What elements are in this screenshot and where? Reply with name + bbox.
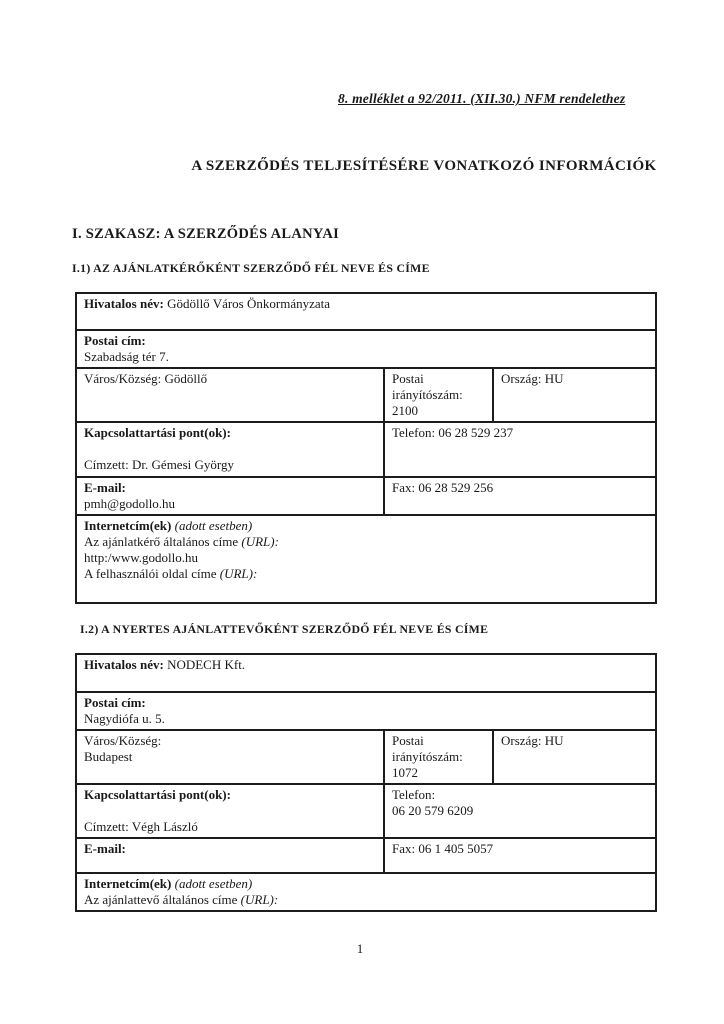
city-label: Város/Község: — [84, 733, 162, 748]
contact-points-cell — [76, 422, 384, 477]
phone-cell — [384, 784, 656, 838]
phone-cell — [384, 422, 656, 477]
general-url-value: http:/www.godollo.hu — [84, 550, 198, 565]
table-row — [76, 654, 656, 692]
postal-address-value: Szabadság tér 7. — [84, 349, 169, 364]
postal-code-cell — [384, 730, 493, 784]
fax-cell — [384, 838, 656, 873]
postal-code-value: 2100 — [392, 403, 418, 418]
phone-label: Telefon: — [392, 787, 436, 802]
country-cell — [493, 730, 656, 784]
user-url-label: A felhasználói oldal címe — [84, 566, 217, 581]
table-row — [76, 838, 656, 873]
contracting-authority-table — [75, 292, 657, 604]
email-cell — [76, 838, 384, 873]
internet-note: (adott esetben) — [174, 518, 253, 533]
internet-address-cell — [76, 873, 656, 911]
general-url-label: Az ajánlattevő általános címe — [84, 892, 238, 907]
postal-code-value: 1072 — [392, 765, 418, 780]
section-1-heading: I. SZAKASZ: A SZERZŐDÉS ALANYAI — [72, 226, 340, 242]
table-row — [76, 368, 656, 422]
fax-value: 06 1 405 5057 — [418, 841, 494, 856]
official-name-cell — [76, 654, 656, 692]
winning-tenderer-table — [75, 653, 657, 912]
official-name-value: Gödöllő Város Önkormányzata — [167, 296, 331, 311]
email-cell — [76, 477, 384, 515]
official-name-label: Hivatalos név: — [84, 296, 164, 311]
city-cell — [76, 730, 384, 784]
blank-line — [84, 441, 376, 457]
postal-address-value: Nagydiófa u. 5. — [84, 711, 165, 726]
country-value: HU — [544, 733, 564, 748]
table-row — [76, 515, 656, 603]
phone-value: 06 28 529 237 — [438, 425, 514, 440]
attn-label: Címzett: — [84, 819, 129, 834]
internet-address-cell — [76, 515, 656, 603]
fax-cell — [384, 477, 656, 515]
city-cell — [76, 368, 384, 422]
attn-value: Végh László — [131, 819, 198, 834]
table-row — [76, 330, 656, 368]
country-label: Ország: — [501, 733, 542, 748]
table-row — [76, 784, 656, 838]
subsection-i1-heading: I.1) AZ AJÁNLATKÉRŐKÉNT SZERZŐDŐ FÉL NEVE ÉS CÍME — [72, 261, 430, 275]
internet-label: Internetcím(ek) — [84, 876, 172, 891]
internet-label: Internetcím(ek) — [84, 518, 172, 533]
attn-label: Címzett: — [84, 457, 129, 472]
table-row — [76, 692, 656, 730]
official-name-value: NODECH Kft. — [167, 657, 246, 672]
postal-code-label: Postai irányítószám: — [392, 733, 463, 764]
url-suffix: (URL): — [240, 892, 279, 907]
postal-address-label: Postai cím: — [84, 695, 146, 710]
table-row — [76, 873, 656, 911]
blank-line — [84, 803, 376, 819]
postal-address-cell — [76, 692, 656, 730]
table-row — [76, 293, 656, 330]
contact-points-label: Kapcsolattartási pont(ok): — [84, 787, 231, 802]
table-row — [76, 422, 656, 477]
phone-label: Telefon: — [392, 425, 436, 440]
general-url-label: Az ajánlatkérő általános címe — [84, 534, 239, 549]
city-label: Város/Község: — [84, 371, 162, 386]
city-value: Gödöllő — [164, 371, 208, 386]
postal-code-label: Postai irányítószám: — [392, 371, 463, 402]
fax-value: 06 28 529 256 — [418, 480, 494, 495]
city-value: Budapest — [84, 749, 133, 764]
email-value: pmh@godollo.hu — [84, 496, 176, 511]
country-label: Ország: — [501, 371, 542, 386]
attn-value: Dr. Gémesi György — [132, 457, 234, 472]
email-label: E-mail: — [84, 841, 126, 856]
contact-points-label: Kapcsolattartási pont(ok): — [84, 425, 231, 440]
country-cell — [493, 368, 656, 422]
page-number: 1 — [356, 941, 364, 956]
contact-points-cell — [76, 784, 384, 838]
official-name-cell — [76, 293, 656, 330]
internet-note: (adott esetben) — [174, 876, 253, 891]
postal-address-label: Postai cím: — [84, 333, 146, 348]
table-row — [76, 730, 656, 784]
document-title: A SZERZŐDÉS TELJESÍTÉSÉRE VONATKOZÓ INFORMÁCIÓK — [191, 158, 657, 174]
fax-label: Fax: — [392, 841, 416, 856]
postal-address-cell — [76, 330, 656, 368]
url-suffix: (URL): — [241, 534, 279, 549]
official-name-label: Hivatalos név: — [84, 657, 164, 672]
country-value: HU — [544, 371, 564, 386]
subsection-i2-heading: I.2) A NYERTES AJÁNLATTEVŐKÉNT SZERZŐDŐ FÉL NEVE ÉS CÍME — [80, 622, 489, 636]
fax-label: Fax: — [392, 480, 416, 495]
postal-code-cell — [384, 368, 493, 422]
url-suffix: (URL): — [219, 566, 258, 581]
table-row — [76, 477, 656, 515]
annex-reference-note: 8. melléklet a 92/2011. (XII.30.) NFM rendelethez — [338, 91, 626, 106]
phone-value: 06 20 579 6209 — [392, 803, 474, 818]
email-label: E-mail: — [84, 480, 126, 495]
